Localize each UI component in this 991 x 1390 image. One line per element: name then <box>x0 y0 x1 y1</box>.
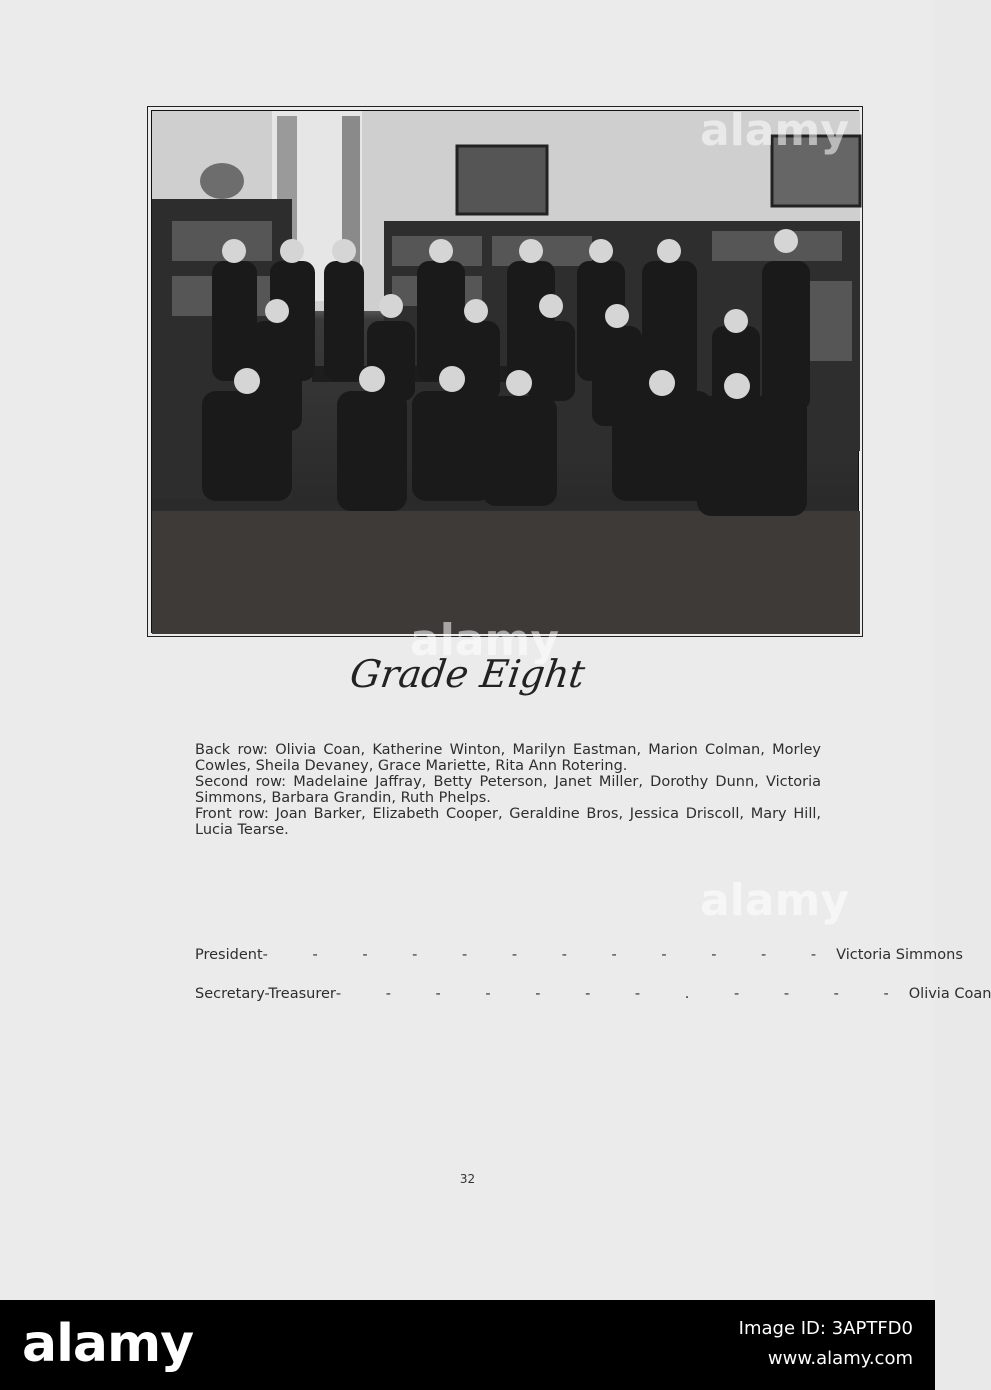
caption-back-row: Back row: Olivia Coan, Katherine Winton, Marilyn Eastman, Marion Colman, Morley Cowles, Sheila Devaney, Grace Mariette, Rita Ann Rotering. <box>195 742 821 774</box>
caption-front-row: Front row: Joan Barker, Elizabeth Cooper, Geraldine Bros, Jessica Driscoll, Mary Hill, Lucia Tearse. <box>195 806 821 838</box>
caption-second-row: Second row: Madelaine Jaffray, Betty Peterson, Janet Miller, Dorothy Dunn, Victoria Simmons, Barbara Grandin, Ruth Phelps. <box>195 774 821 806</box>
watermark: alamy <box>700 105 849 156</box>
officer-role: President <box>195 947 263 963</box>
page-title: Grade Eight <box>347 652 588 696</box>
watermark: alamy <box>700 875 849 926</box>
site-url: www.alamy.com <box>767 1348 913 1369</box>
stock-banner <box>0 1300 935 1390</box>
officer-president <box>195 947 963 963</box>
officer-name: Olivia Coan <box>908 986 991 1002</box>
photo-caption <box>195 742 821 838</box>
class-group-photo <box>151 110 859 633</box>
officer-secretary-treasurer <box>195 986 991 1002</box>
group-photo-icon <box>152 111 860 634</box>
photo-frame <box>147 106 863 637</box>
image-id: Image ID: 3APTFD0 <box>738 1318 913 1339</box>
brand-logo: alamy <box>22 1314 194 1374</box>
watermark: alamy <box>410 615 559 666</box>
page-number: 32 <box>459 1172 476 1186</box>
officer-dashes: - - - - - - - . - - - - <box>335 986 909 1002</box>
officer-role: Secretary-Treasurer <box>195 986 336 1002</box>
officer-dashes: - - - - - - - - - - - - <box>262 947 837 963</box>
officer-name: Victoria Simmons <box>836 947 963 963</box>
